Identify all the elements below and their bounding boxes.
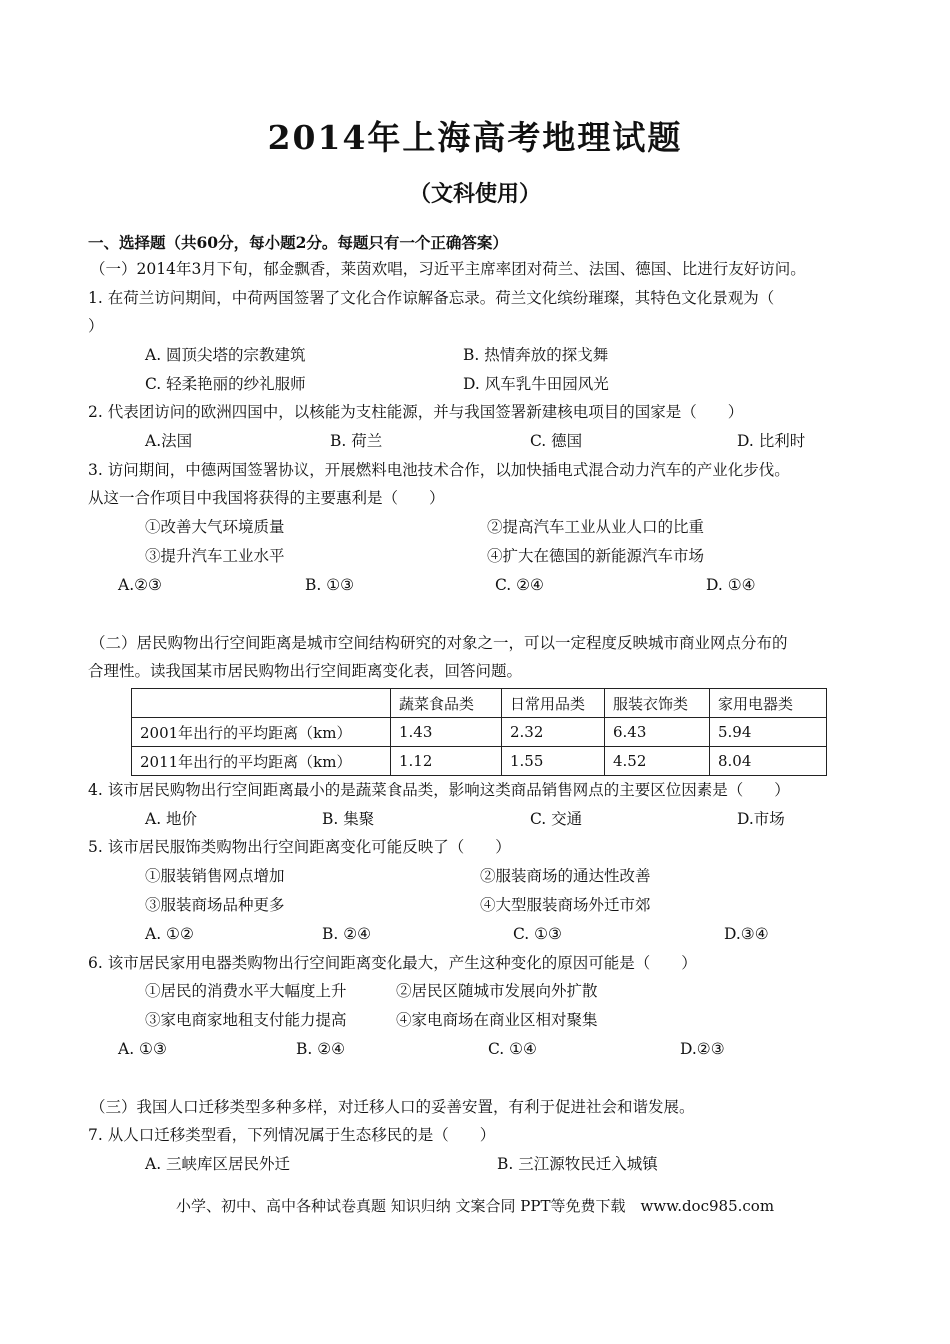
q4-option-d: D.市场 [737,810,785,828]
table-header-cell: 日常用品类 [502,689,605,718]
q3-option-c: C. ②④ [495,576,544,594]
q6-option-d: D.②③ [680,1040,725,1058]
table-header-cell: 家用电器类 [710,689,827,718]
table-cell: 1.12 [391,747,502,776]
table-header-cell: 蔬菜食品类 [391,689,502,718]
q3-statement-1: ①改善大气环境质量 [145,518,285,536]
q3-statement-2: ②提高汽车工业从业人口的比重 [487,518,705,536]
q3-option-b: B. ①③ [305,576,355,594]
q2-stem: 2. 代表团访问的欧洲四国中，以核能为支柱能源，并与我国签署新建核电项目的国家是（ ） [88,403,744,421]
q3-statement-4: ④扩大在德国的新能源汽车市场 [487,547,705,565]
group1-intro: （一）2014年3月下旬，郁金飘香，莱茵欢唱，习近平主席率团对荷兰、法国、德国、比进行友好访问。 [90,260,806,278]
q3-option-a: A.②③ [118,576,162,594]
q4-option-b: B. 集聚 [322,810,375,828]
q5-stem: 5. 该市居民服饰类购物出行空间距离变化可能反映了（ ） [88,838,511,856]
table-cell: 5.94 [710,718,827,747]
distance-table [131,688,827,776]
q5-statement-4: ④大型服装商场外迁市郊 [480,896,651,914]
table-header-cell [132,689,391,718]
section-heading: 一、选择题（共60分，每小题2分。每题只有一个正确答案） [88,233,508,252]
q4-option-a: A. 地价 [145,810,198,828]
table-cell: 8.04 [710,747,827,776]
q1-option-d: D. 风车乳牛田园风光 [463,375,609,393]
table-row [132,718,827,747]
q5-statement-1: ①服装销售网点增加 [145,867,285,885]
q3-stem: 3. 访问期间，中德两国签署协议，开展燃料电池技术合作，以加快插电式混合动力汽车的产业化步伐。 [88,461,790,479]
group2-intro-2: 合理性。读我国某市居民购物出行空间距离变化表，回答问题。 [88,662,523,680]
table-row [132,747,827,776]
group2-intro: （二）居民购物出行空间距离是城市空间结构研究的对象之一，可以一定程度反映城市商业网点分布的 [90,634,788,652]
table-cell: 1.43 [391,718,502,747]
page-subtitle: （文科使用） [408,181,541,207]
q6-statement-4: ④家电商场在商业区相对聚集 [396,1011,598,1029]
table-header-row [132,689,827,718]
q2-option-b: B. 荷兰 [330,432,383,450]
table-cell: 6.43 [605,718,710,747]
q5-option-d: D.③④ [724,925,769,943]
q5-statement-2: ②服装商场的通达性改善 [480,867,651,885]
q6-statement-2: ②居民区随城市发展向外扩散 [396,982,598,1000]
q5-option-b: B. ②④ [322,925,372,943]
q6-stem: 6. 该市居民家用电器类购物出行空间距离变化最大，产生这种变化的原因可能是（ ） [88,954,697,972]
q1-stem-end: ） [88,317,104,335]
q3-option-d: D. ①④ [706,576,756,594]
q3-stem-2: 从这一合作项目中我国将获得的主要惠利是（ ） [88,489,445,507]
q5-option-c: C. ①③ [513,925,562,943]
table-cell: 2.32 [502,718,605,747]
group3-intro: （三）我国人口迁移类型多种多样，对迁移人口的妥善安置，有利于促进社会和谐发展。 [90,1098,695,1116]
q6-statement-3: ③家电商家地租支付能力提高 [145,1011,347,1029]
q5-statement-3: ③服装商场品种更多 [145,896,285,914]
page-footer: 小学、初中、高中各种试卷真题 知识归纳 文案合同 PPT等免费下载 www.doc985.com [175,1197,775,1215]
q7-option-a: A. 三峡库区居民外迁 [145,1155,291,1173]
q1-option-a: A. 圆顶尖塔的宗教建筑 [145,346,306,364]
q7-stem: 7. 从人口迁移类型看，下列情况属于生态移民的是（ ） [88,1126,496,1144]
q1-option-c: C. 轻柔艳丽的纱礼服师 [145,375,306,393]
q7-option-b: B. 三江源牧民迁入城镇 [497,1155,658,1173]
q1-stem: 1. 在荷兰访问期间，中荷两国签署了文化合作谅解备忘录。荷兰文化缤纷璀璨，其特色文化景观为（ [88,289,775,307]
q2-option-d: D. 比利时 [737,432,806,450]
q6-option-b: B. ②④ [296,1040,346,1058]
table-cell: 2001年出行的平均距离（km） [132,718,391,747]
q2-option-c: C. 德国 [530,432,583,450]
q4-stem: 4. 该市居民购物出行空间距离最小的是蔬菜食品类，影响这类商品销售网点的主要区位因素是（ ） [88,781,790,799]
q1-option-b: B. 热情奔放的探戈舞 [463,346,609,364]
page-title: 2014年上海高考地理试题 [267,118,683,157]
table-header-cell: 服装衣饰类 [605,689,710,718]
q5-option-a: A. ①② [145,925,194,943]
q6-option-c: C. ①④ [488,1040,537,1058]
table-cell: 1.55 [502,747,605,776]
table-cell: 4.52 [605,747,710,776]
table-cell: 2011年出行的平均距离（km） [132,747,391,776]
q2-option-a: A.法国 [145,432,193,450]
q6-option-a: A. ①③ [118,1040,167,1058]
q6-statement-1: ①居民的消费水平大幅度上升 [145,982,347,1000]
q3-statement-3: ③提升汽车工业水平 [145,547,285,565]
q4-option-c: C. 交通 [530,810,583,828]
